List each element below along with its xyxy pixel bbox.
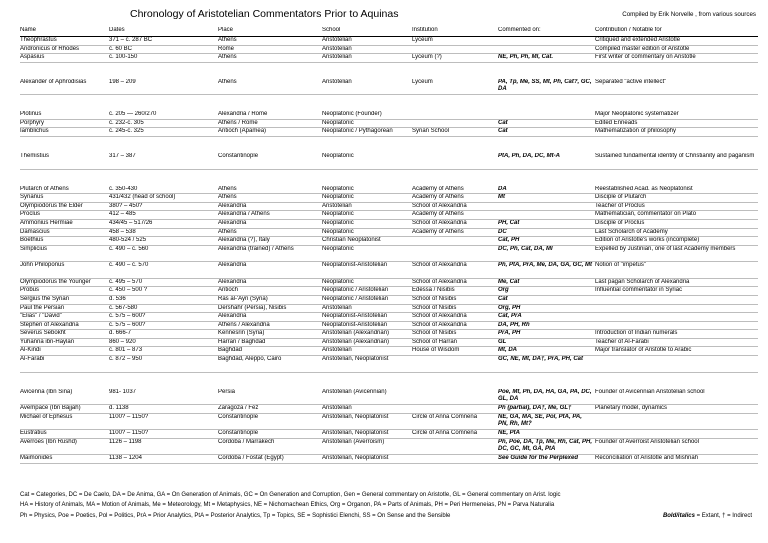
- cell-commented-on: [498, 202, 595, 211]
- cell-place: Athens: [218, 186, 322, 194]
- cell-school: Aristotelian: [322, 347, 412, 356]
- table-row: [20, 153, 758, 169]
- cell-place: Ras al-'Ayn (Syria): [218, 295, 322, 304]
- table-row: [20, 430, 758, 439]
- cell-contribution: [595, 430, 758, 439]
- cell-dates: c. 575 – 600?: [109, 313, 218, 322]
- cell-institution: Lyceum: [412, 37, 498, 46]
- column-header-commented-on: Commented on:: [498, 27, 595, 37]
- cell-contribution: Mathematician, commentator on Plato: [595, 211, 758, 220]
- cell-institution: [412, 245, 498, 262]
- table-row: [20, 245, 758, 262]
- cell-dates: 480-524 / 525: [109, 237, 218, 246]
- cell-contribution: Sustained fundamental identity of Christianity and paganism: [595, 153, 758, 169]
- cell-place: Alexandria / Rome: [218, 111, 322, 119]
- cell-commented-on: Poe, Mt, Ph, DA, HA, GA, PA, DC, GL, DA: [498, 389, 595, 405]
- cell-dates: c. 205 — 260/270: [109, 111, 218, 119]
- cell-commented-on: Org: [498, 287, 595, 296]
- cell-institution: Syrian School: [412, 128, 498, 137]
- cell-place: Alexandria: [218, 278, 322, 287]
- cell-commented-on: NE, Ph, Ph, Ml, Cat.: [498, 54, 595, 63]
- cell-school: Aristotelian (Averroism): [322, 438, 412, 455]
- table-row: [20, 211, 758, 220]
- cell-contribution: Influential commentator in Syriac: [595, 287, 758, 296]
- table-row: [20, 304, 758, 313]
- cell-commented-on: NE, GA, MA, SE, Pol, PtA, PA, PN, Rh, Mt?: [498, 413, 595, 430]
- table-row: [20, 45, 758, 54]
- table-row: [20, 356, 758, 373]
- table-row: [20, 37, 758, 46]
- cell-institution: [412, 389, 498, 405]
- cell-school: Aristotelian: [322, 405, 412, 414]
- cell-institution: Edessa / Nisibis: [412, 287, 498, 296]
- cell-contribution: Last Scholarch of Academy: [595, 228, 758, 237]
- cell-name: Probus: [20, 287, 109, 296]
- cell-place: Alexandria: [218, 313, 322, 322]
- cell-name: Stephen of Alexandria: [20, 321, 109, 330]
- document-title: Chronology of Aristotelian Commentators Prior to Aquinas: [130, 8, 399, 20]
- cell-institution: Academy of Athens: [412, 211, 498, 220]
- cell-name: Yuhanna ibn-Haylan: [20, 338, 109, 347]
- cell-dates: c. 450 – 500 ?: [109, 287, 218, 296]
- table-row: [20, 321, 758, 330]
- cell-school: Christian Neoplatonist: [322, 237, 412, 246]
- table-body: [20, 37, 758, 464]
- cell-school: Aristotelian: [322, 37, 412, 46]
- cell-commented-on: Me, Cat: [498, 278, 595, 287]
- cell-institution: Circle of Anna Comnena: [412, 413, 498, 430]
- cell-commented-on: [498, 45, 595, 54]
- table-row: [20, 313, 758, 322]
- cell-place: Constantinople: [218, 430, 322, 439]
- cell-commented-on: Cat: [498, 119, 595, 128]
- cell-school: Neoplatonic / Aristotelian: [322, 287, 412, 296]
- column-header-place: Place: [218, 27, 322, 37]
- cell-institution: School of Alexandria: [412, 313, 498, 322]
- cell-school: Aristotelian: [322, 79, 412, 95]
- cell-institution: School of Nisibis: [412, 330, 498, 339]
- cell-dates: 198 – 209: [109, 79, 218, 95]
- cell-name: "Elias" / "David": [20, 313, 109, 322]
- cell-contribution: Last pagan Scholarch of Alexandria: [595, 278, 758, 287]
- spacer-cell: [20, 95, 758, 112]
- cell-commented-on: DC: [498, 228, 595, 237]
- cell-institution: School of Alexandria: [412, 321, 498, 330]
- cell-institution: [412, 111, 498, 119]
- cell-dates: c. 490 – c. 570: [109, 262, 218, 279]
- cell-school: Aristotelian: [322, 45, 412, 54]
- cell-commented-on: Org, PH: [498, 304, 595, 313]
- cell-commented-on: Ph, PtA, PrA, Me, DA, GA, GC, Mt: [498, 262, 595, 279]
- extant-key-bold-italic: Bold/italics: [662, 512, 695, 519]
- cell-contribution: [595, 295, 758, 304]
- cell-commented-on: Cat, PH: [498, 237, 595, 246]
- table-header-row: [20, 27, 758, 37]
- cell-institution: Lyceum: [412, 79, 498, 95]
- cell-place: Antioch (Apamea): [218, 128, 322, 137]
- table-row: [20, 413, 758, 430]
- cell-commented-on: Cat: [498, 128, 595, 137]
- cell-dates: c. 490 – c. 560: [109, 245, 218, 262]
- cell-institution: Academy of Athens: [412, 186, 498, 194]
- cell-dates: 458 – 538: [109, 228, 218, 237]
- cell-school: Neoplatonic (Founder): [322, 111, 412, 119]
- cell-place: Cordoba / Fostat (Egypt): [218, 455, 322, 464]
- table-row: [20, 237, 758, 246]
- cell-contribution: Notion of "impetus": [595, 262, 758, 279]
- cell-place: Alexandria (trained) / Athens: [218, 245, 322, 262]
- table-row: [20, 338, 758, 347]
- cell-name: Boethius: [20, 237, 109, 246]
- cell-place: Antioch: [218, 287, 322, 296]
- cell-school: Neoplatonic: [322, 119, 412, 128]
- cell-institution: School of Alexandria: [412, 262, 498, 279]
- cell-commented-on: Cat, PrA: [498, 313, 595, 322]
- cell-school: Neoplatonic: [322, 186, 412, 194]
- cell-place: Athens / Alexandria: [218, 321, 322, 330]
- cell-institution: [412, 405, 498, 414]
- cell-school: Neoplatonist-Aristotelian: [322, 321, 412, 330]
- cell-contribution: Disciple of Plutarch: [595, 194, 758, 203]
- cell-place: Athens: [218, 79, 322, 95]
- cell-contribution: Teacher of Al-Farabi: [595, 338, 758, 347]
- cell-commented-on: PtA, Ph, DA, DC, Mt-A: [498, 153, 595, 169]
- spacer-cell: [20, 372, 758, 389]
- spacer-cell: [20, 137, 758, 154]
- cell-name: Sergius the Syrian: [20, 295, 109, 304]
- cell-contribution: Planetary model, dynamics: [595, 405, 758, 414]
- cell-contribution: Critiqued and extended Aristotle: [595, 37, 758, 46]
- cell-dates: 1126 – 1198: [109, 438, 218, 455]
- cell-school: Neoplatonic: [322, 211, 412, 220]
- cell-place: Cordoba / Marrakech: [218, 438, 322, 455]
- cell-dates: d. 1138: [109, 405, 218, 414]
- cell-name: Eustratius: [20, 430, 109, 439]
- cell-school: Neoplatonic: [322, 153, 412, 169]
- cell-name: Alexander of Aphrodisias: [20, 79, 109, 95]
- table-row: [20, 194, 758, 203]
- cell-place: Baghdad: [218, 347, 322, 356]
- cell-school: Aristotelian: [322, 202, 412, 211]
- cell-school: Aristotelian (Avicennian): [322, 389, 412, 405]
- cell-name: Simplicius: [20, 245, 109, 262]
- cell-name: Themistius: [20, 153, 109, 169]
- cell-contribution: Founder of Avicennian Aristotelian school: [595, 389, 758, 405]
- cell-school: Aristotelian (Alexandrian): [322, 338, 412, 347]
- cell-name: Maimonides: [20, 455, 109, 464]
- cell-commented-on: [498, 37, 595, 46]
- cell-commented-on: Ph, Poe, DA, Tp, Me, Rh, Cat, PH, DC, GC, Mt, GA, PtA: [498, 438, 595, 455]
- table-row: [20, 111, 758, 119]
- cell-name: Al-Farabi: [20, 356, 109, 373]
- cell-school: Neoplatonic: [322, 245, 412, 262]
- table-row: [20, 347, 758, 356]
- cell-school: Aristotelian, Neoplatonist: [322, 455, 412, 464]
- cell-place: Athens: [218, 194, 322, 203]
- cell-school: Neoplatonic: [322, 219, 412, 228]
- cell-contribution: Teacher of Proclus: [595, 202, 758, 211]
- cell-school: Aristotelian, Neoplatonist: [322, 356, 412, 373]
- cell-place: Persia: [218, 389, 322, 405]
- cell-place: Harran / Baghdad: [218, 338, 322, 347]
- cell-place: Alexandria / Athens: [218, 211, 322, 220]
- cell-school: Neoplatonic: [322, 228, 412, 237]
- row-spacer: [20, 137, 758, 154]
- cell-contribution: Introduction of Indian numerals: [595, 330, 758, 339]
- cell-institution: Circle of Anna Comnena: [412, 430, 498, 439]
- cell-institution: [412, 356, 498, 373]
- cell-commented-on: GL: [498, 338, 595, 347]
- cell-dates: c. 245-c. 325: [109, 128, 218, 137]
- cell-name: Ammonius Hermiae: [20, 219, 109, 228]
- row-spacer: [20, 62, 758, 79]
- table-row: [20, 262, 758, 279]
- table-row: [20, 438, 758, 455]
- cell-name: Plutarch of Athens: [20, 186, 109, 194]
- cell-name: Porphyry: [20, 119, 109, 128]
- cell-commented-on: Cat: [498, 295, 595, 304]
- cell-school: Neoplatonic: [322, 194, 412, 203]
- cell-dates: d. 666-7: [109, 330, 218, 339]
- cell-institution: [412, 45, 498, 54]
- cell-dates: c. 495 – 570: [109, 278, 218, 287]
- column-header-contribution: Contribution / Notable for: [595, 27, 758, 37]
- table-row: [20, 202, 758, 211]
- table-row: [20, 186, 758, 194]
- cell-institution: School of Nisibis: [412, 304, 498, 313]
- cell-commented-on: PA, Tp, Me, SS, Mt, Ph, Cat?, GC, DA: [498, 79, 595, 95]
- column-header-institution: Institution: [412, 27, 498, 37]
- cell-dates: c. 350-430: [109, 186, 218, 194]
- table-row: [20, 287, 758, 296]
- chronology-table: [20, 27, 758, 464]
- cell-contribution: Separated "active intellect": [595, 79, 758, 95]
- cell-commented-on: Ph (partial), DA†, Me, GL†: [498, 405, 595, 414]
- cell-dates: 412 – 485: [109, 211, 218, 220]
- legend-line-1: Cat = Categories, DC = De Caelo, DA = De Anima, GA = On Generation of Animals, GC = On Generation and Corruption, Gen = General commentary on Aristotle, GL = General commentary on Arist. logic: [20, 492, 561, 498]
- cell-dates: c. 232-c. 305: [109, 119, 218, 128]
- cell-contribution: Reconciliation of Aristotle and Mishnah: [595, 455, 758, 464]
- cell-dates: 371 – c. 287 BC: [109, 37, 218, 46]
- cell-institution: Academy of Athens: [412, 194, 498, 203]
- cell-name: Severus Sebokht: [20, 330, 109, 339]
- table-row: [20, 119, 758, 128]
- cell-institution: School of Alexandria: [412, 202, 498, 211]
- cell-name: John Philoponus: [20, 262, 109, 279]
- cell-dates: 1100? – 1150?: [109, 413, 218, 430]
- cell-place: Alexandria (?), Italy: [218, 237, 322, 246]
- cell-dates: c. 575 – 600?: [109, 321, 218, 330]
- cell-name: Theophrastus: [20, 37, 109, 46]
- cell-contribution: Reestablished Acad. as Neoplatonist: [595, 186, 758, 194]
- cell-contribution: Major Neoplatonic systematizer: [595, 111, 758, 119]
- cell-name: Olympiodorus the Elder: [20, 202, 109, 211]
- cell-contribution: Mathematization of philosophy: [595, 128, 758, 137]
- cell-contribution: [595, 304, 758, 313]
- cell-institution: [412, 153, 498, 169]
- cell-institution: Academy of Athens: [412, 228, 498, 237]
- cell-commented-on: DA: [498, 186, 595, 194]
- cell-place: Athens: [218, 37, 322, 46]
- table-row: [20, 330, 758, 339]
- cell-name: Al-Kindi: [20, 347, 109, 356]
- cell-dates: c. 60 BC: [109, 45, 218, 54]
- table-row: [20, 278, 758, 287]
- cell-name: Avicenna (Ibn Sina): [20, 389, 109, 405]
- cell-commented-on: NE, PtA: [498, 430, 595, 439]
- row-spacer: [20, 95, 758, 112]
- cell-contribution: [595, 413, 758, 430]
- cell-dates: 380? – 450?: [109, 202, 218, 211]
- cell-contribution: Founder of Averroist Aristotelian school: [595, 438, 758, 455]
- row-spacer: [20, 169, 758, 186]
- cell-place: Alexandria: [218, 202, 322, 211]
- cell-commented-on: DC, Ph, Cat, DA, Ml: [498, 245, 595, 262]
- cell-institution: School of Alexandria: [412, 278, 498, 287]
- cell-commented-on: PrA, PH: [498, 330, 595, 339]
- cell-place: Baghdad, Aleppo, Cairo: [218, 356, 322, 373]
- table-row: [20, 54, 758, 63]
- cell-place: Rome: [218, 45, 322, 54]
- cell-institution: [412, 455, 498, 464]
- cell-name: Aspasius: [20, 54, 109, 63]
- cell-dates: c. 567-580: [109, 304, 218, 313]
- cell-contribution: [595, 313, 758, 322]
- spacer-cell: [20, 62, 758, 79]
- legend-line-3: Ph = Physics, Poe = Poetics, Pol = Politics, PrA = Prior Analytics, PtA = Posterior Analytics, Tp = Topics, SE = Sophistici Elenchi, SS = On Sense and the Sensible: [20, 512, 451, 519]
- cell-contribution: Edited Enneads: [595, 119, 758, 128]
- cell-contribution: [595, 356, 758, 373]
- extant-key-rest: = Extant, † = Indirect: [694, 512, 752, 519]
- legend-line-2: HA = History of Animals, MA = Motion of Animals, Me = Meteorology, Mt = Metaphysics, NE = Nichomachean Ethics, Org = Organon, PA = Parts of Animals, PH = Peri Hermeneias, PN = Parva Naturalia: [20, 502, 555, 509]
- cell-school: Neoplatonic: [322, 278, 412, 287]
- cell-dates: 317 – 387: [109, 153, 218, 169]
- cell-name: Paul the Persian: [20, 304, 109, 313]
- column-header-dates: Dates: [109, 27, 218, 37]
- cell-contribution: Edition of Aristotle's works (incomplete): [595, 237, 758, 246]
- cell-dates: c. 100-150: [109, 54, 218, 63]
- cell-commented-on: GC, NE, Mt, DA†, PrA, PH, Cat: [498, 356, 595, 373]
- cell-name: Michael of Ephesus: [20, 413, 109, 430]
- cell-name: Andronicus of Rhodes: [20, 45, 109, 54]
- cell-name: Plotinus: [20, 111, 109, 119]
- table-row: [20, 79, 758, 95]
- cell-contribution: First writer of commentary on Aristotle: [595, 54, 758, 63]
- cell-school: Aristotelian: [322, 54, 412, 63]
- cell-name: Iamblichus: [20, 128, 109, 137]
- cell-institution: School of Alexandria: [412, 219, 498, 228]
- cell-commented-on: Mt: [498, 194, 595, 203]
- cell-institution: [412, 119, 498, 128]
- compiled-by-note: Compiled by Erik Norvelle , from various sources: [622, 11, 756, 18]
- table-row: [20, 228, 758, 237]
- cell-institution: Lyceum (?): [412, 54, 498, 63]
- cell-commented-on: Mt, DA: [498, 347, 595, 356]
- cell-dates: 981- 1037: [109, 389, 218, 405]
- cell-name: Olympiodorus the Younger: [20, 278, 109, 287]
- abbreviation-legend: [20, 490, 758, 521]
- cell-school: Neoplatonic / Aristotelian: [322, 295, 412, 304]
- cell-contribution: Disciple of Proclus: [595, 219, 758, 228]
- extant-key: [663, 511, 752, 521]
- cell-dates: d. 536: [109, 295, 218, 304]
- cell-place: Constantinople: [218, 413, 322, 430]
- column-header-school: School: [322, 27, 412, 37]
- cell-place: Constantinople: [218, 153, 322, 169]
- cell-commented-on: DA, PH, Rh: [498, 321, 595, 330]
- cell-contribution: [595, 321, 758, 330]
- cell-dates: 1100? – 1150?: [109, 430, 218, 439]
- table-row: [20, 455, 758, 464]
- cell-name: Damascius: [20, 228, 109, 237]
- row-spacer: [20, 372, 758, 389]
- cell-place: Dershahr (Persia), Nisibis: [218, 304, 322, 313]
- table-row: [20, 219, 758, 228]
- cell-place: Alexandria: [218, 262, 322, 279]
- cell-contribution: Expelled by Justinian, one of last Academy members: [595, 245, 758, 262]
- table-row: [20, 295, 758, 304]
- table-row: [20, 405, 758, 414]
- cell-contribution: Major translator of Aristotle to Arabic: [595, 347, 758, 356]
- column-header-name: Name: [20, 27, 109, 37]
- cell-school: Neoplatonist-Aristotelian: [322, 262, 412, 279]
- cell-institution: [412, 438, 498, 455]
- cell-contribution: Compiled master edition of Aristotle: [595, 45, 758, 54]
- cell-dates: 860 – 920: [109, 338, 218, 347]
- cell-institution: [412, 237, 498, 246]
- cell-commented-on: PH, Cat: [498, 219, 595, 228]
- table-row: [20, 128, 758, 137]
- cell-commented-on: [498, 111, 595, 119]
- cell-institution: House of Wisdom: [412, 347, 498, 356]
- cell-commented-on: [498, 211, 595, 220]
- cell-school: Aristotelian: [322, 304, 412, 313]
- cell-school: Neoplatonic / Pythagorean: [322, 128, 412, 137]
- cell-dates: 1138 – 1204: [109, 455, 218, 464]
- cell-dates: 431/432 (head of school): [109, 194, 218, 203]
- cell-dates: 434/45 – 517/26: [109, 219, 218, 228]
- cell-place: Kennesrin (Syria): [218, 330, 322, 339]
- spacer-cell: [20, 169, 758, 186]
- cell-school: Aristotelian, Neoplatonist: [322, 413, 412, 430]
- cell-school: Aristotelian (Alexandrian): [322, 330, 412, 339]
- cell-school: Aristotelian, Neoplatonist: [322, 430, 412, 439]
- cell-place: Athens: [218, 228, 322, 237]
- cell-name: Avempace (Ibn Bâjjah): [20, 405, 109, 414]
- cell-name: Syrianus: [20, 194, 109, 203]
- cell-dates: c. 872 – 950: [109, 356, 218, 373]
- cell-dates: c. 801 – 873: [109, 347, 218, 356]
- cell-place: Alexandria: [218, 219, 322, 228]
- cell-commented-on: See Guide for the Perplexed: [498, 455, 595, 464]
- cell-place: Zaragoza / Fez: [218, 405, 322, 414]
- cell-place: Athens: [218, 54, 322, 63]
- cell-place: Athens / Rome: [218, 119, 322, 128]
- cell-institution: School of Harran: [412, 338, 498, 347]
- cell-name: Averroes (Ibn Rushd): [20, 438, 109, 455]
- table-row: [20, 389, 758, 405]
- cell-name: Proclus: [20, 211, 109, 220]
- cell-school: Neoplatonist-Aristotelian: [322, 313, 412, 322]
- cell-institution: School of Nisibis: [412, 295, 498, 304]
